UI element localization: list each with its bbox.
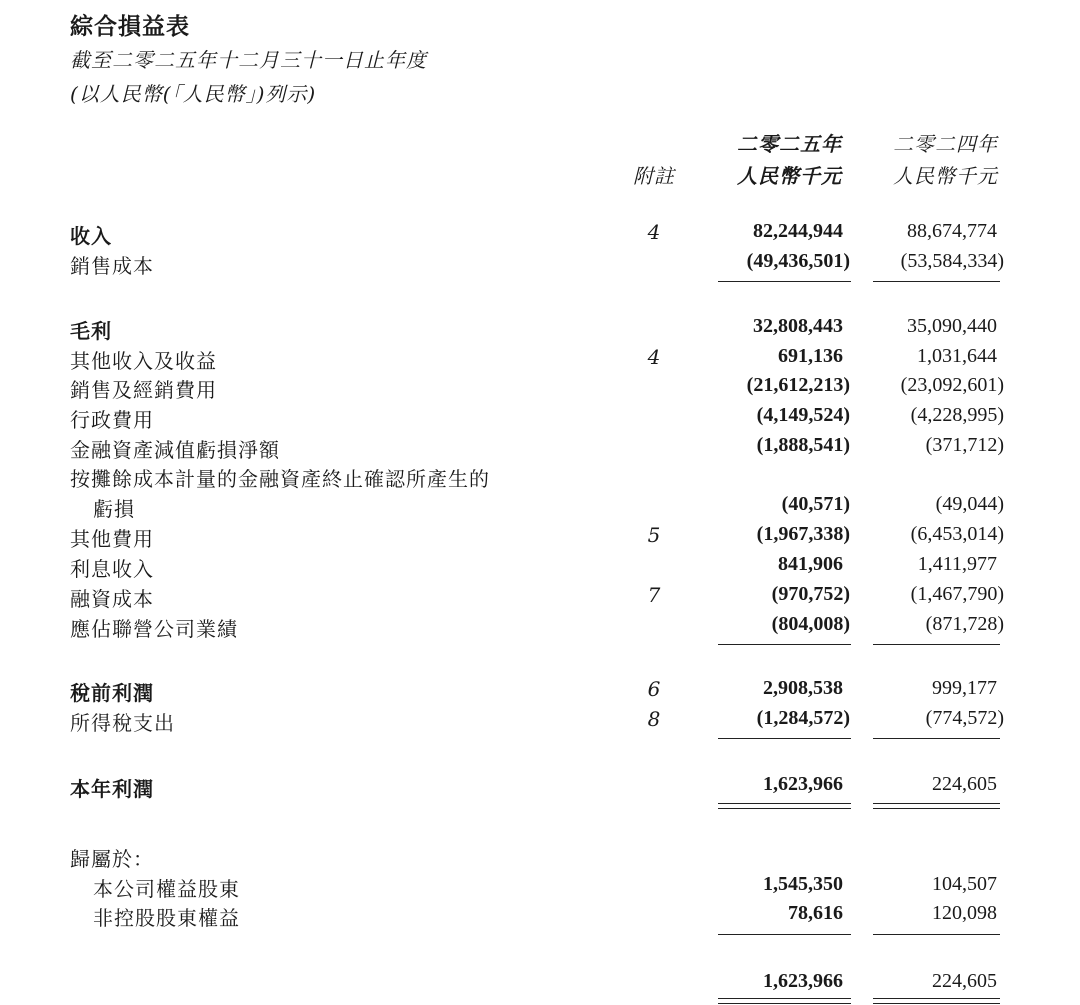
row-value-2025: 841,906 <box>778 553 843 575</box>
header-note: 附註 <box>633 164 675 188</box>
row-label: 金融資產減值虧損淨額 <box>70 438 280 462</box>
row-value-2025: 32,808,443 <box>753 315 843 337</box>
row-value-2025: (1,967,338) <box>756 523 850 545</box>
row-value-2024: 224,605 <box>932 970 997 992</box>
row-label: 按攤餘成本計量的金融資產終止確認所產生的 <box>70 467 490 491</box>
total-double-rule <box>718 998 851 1004</box>
row-value-2024: 1,411,977 <box>917 553 997 575</box>
header-2024-unit: 人民幣千元 <box>893 164 998 188</box>
row-note: 8 <box>647 707 661 731</box>
row-value-2024: 224,605 <box>932 773 997 795</box>
row-label: 銷售成本 <box>70 254 154 278</box>
subtotal-rule <box>873 738 1000 739</box>
row-value-2024: (4,228,995) <box>910 404 1004 426</box>
row-label: 其他費用 <box>70 527 154 551</box>
row-gross-profit <box>0 315 1080 345</box>
header-2025-unit: 人民幣千元 <box>737 164 842 188</box>
row-value-2025: (40,571) <box>781 493 850 515</box>
row-value-2025: (1,284,572) <box>756 707 850 729</box>
row-note: 4 <box>647 345 661 369</box>
row-value-2024: 88,674,774 <box>907 220 997 242</box>
row-revenue <box>0 220 1080 250</box>
row-value-2025: (49,436,501) <box>746 250 850 272</box>
row-label: 收入 <box>70 224 112 248</box>
row-derecognition-loss <box>0 493 1080 523</box>
row-non-controlling <box>0 902 1080 932</box>
row-note: 6 <box>647 677 661 701</box>
subtotal-rule <box>718 281 851 282</box>
row-value-2024: (1,467,790) <box>910 583 1004 605</box>
row-note: 7 <box>647 583 661 607</box>
row-interest-income <box>0 553 1080 583</box>
row-selling-expenses <box>0 374 1080 404</box>
total-double-rule <box>873 998 1000 1004</box>
row-label: 應佔聯營公司業績 <box>70 617 238 641</box>
row-value-2024: (6,453,014) <box>910 523 1004 545</box>
row-label: 利息收入 <box>70 557 154 581</box>
row-income-tax <box>0 707 1080 737</box>
total-double-rule <box>718 803 851 809</box>
row-value-2024: (774,572) <box>925 707 1004 729</box>
row-value-2024: (371,712) <box>925 434 1004 456</box>
row-value-2024: 120,098 <box>932 902 997 924</box>
row-value-2025: (804,008) <box>771 613 850 635</box>
row-derecognition-label <box>0 463 1080 493</box>
row-value-2024: (49,044) <box>935 493 1004 515</box>
row-share-of-associates <box>0 613 1080 643</box>
row-note: 5 <box>647 523 661 547</box>
row-label: 非控股股東權益 <box>93 906 240 930</box>
row-label: 本年利潤 <box>70 777 154 801</box>
statement-title: 綜合損益表 <box>70 13 190 40</box>
subtotal-rule <box>873 934 1000 935</box>
row-profit-for-year <box>0 773 1080 803</box>
row-cost-of-sales <box>0 250 1080 280</box>
row-equity-holders <box>0 873 1080 903</box>
row-value-2024: 999,177 <box>932 677 997 699</box>
subtotal-rule <box>873 644 1000 645</box>
row-value-2025: (970,752) <box>771 583 850 605</box>
row-label: 稅前利潤 <box>70 681 154 705</box>
row-value-2024: (53,584,334) <box>900 250 1004 272</box>
row-value-2024: (871,728) <box>925 613 1004 635</box>
row-value-2024: 1,031,644 <box>917 345 997 367</box>
row-value-2025: 78,616 <box>788 902 843 924</box>
row-admin-expenses <box>0 404 1080 434</box>
row-note: 4 <box>647 220 661 244</box>
row-value-2024: 104,507 <box>932 873 997 895</box>
row-value-2025: 1,545,350 <box>763 873 843 895</box>
row-attributable-to <box>0 843 1080 873</box>
row-value-2025: (4,149,524) <box>756 404 850 426</box>
row-value-2025: (1,888,541) <box>756 434 850 456</box>
row-value-2025: 1,623,966 <box>763 970 843 992</box>
statement-period: 截至二零二五年十二月三十一日止年度 <box>70 48 427 72</box>
row-profit-before-tax <box>0 677 1080 707</box>
row-value-2024: (23,092,601) <box>900 374 1004 396</box>
row-label: 所得稅支出 <box>70 711 175 735</box>
row-value-2025: 2,908,538 <box>763 677 843 699</box>
subtotal-rule <box>718 738 851 739</box>
subtotal-rule <box>718 644 851 645</box>
row-label: 本公司權益股東 <box>93 877 240 901</box>
row-label: 虧損 <box>93 497 135 521</box>
subtotal-rule <box>873 281 1000 282</box>
header-2025-year: 二零二五年 <box>737 132 842 156</box>
row-finance-costs <box>0 583 1080 613</box>
row-label: 行政費用 <box>70 408 154 432</box>
row-attributable-total <box>0 970 1080 1000</box>
row-label: 毛利 <box>70 319 112 343</box>
header-2024-year: 二零二四年 <box>893 132 998 156</box>
row-value-2025: 82,244,944 <box>753 220 843 242</box>
row-other-expenses <box>0 523 1080 553</box>
statement-currency: (以人民幣(「人民幣」)列示) <box>70 82 317 106</box>
row-other-income <box>0 345 1080 375</box>
row-value-2025: 1,623,966 <box>763 773 843 795</box>
row-value-2025: 691,136 <box>778 345 843 367</box>
row-value-2024: 35,090,440 <box>907 315 997 337</box>
row-label: 歸屬於： <box>70 847 154 871</box>
row-impairment-losses <box>0 434 1080 464</box>
row-label: 其他收入及收益 <box>70 349 217 373</box>
row-label: 銷售及經銷費用 <box>70 378 217 402</box>
total-double-rule <box>873 803 1000 809</box>
subtotal-rule <box>718 934 851 935</box>
row-value-2025: (21,612,213) <box>746 374 850 396</box>
row-label: 融資成本 <box>70 587 154 611</box>
